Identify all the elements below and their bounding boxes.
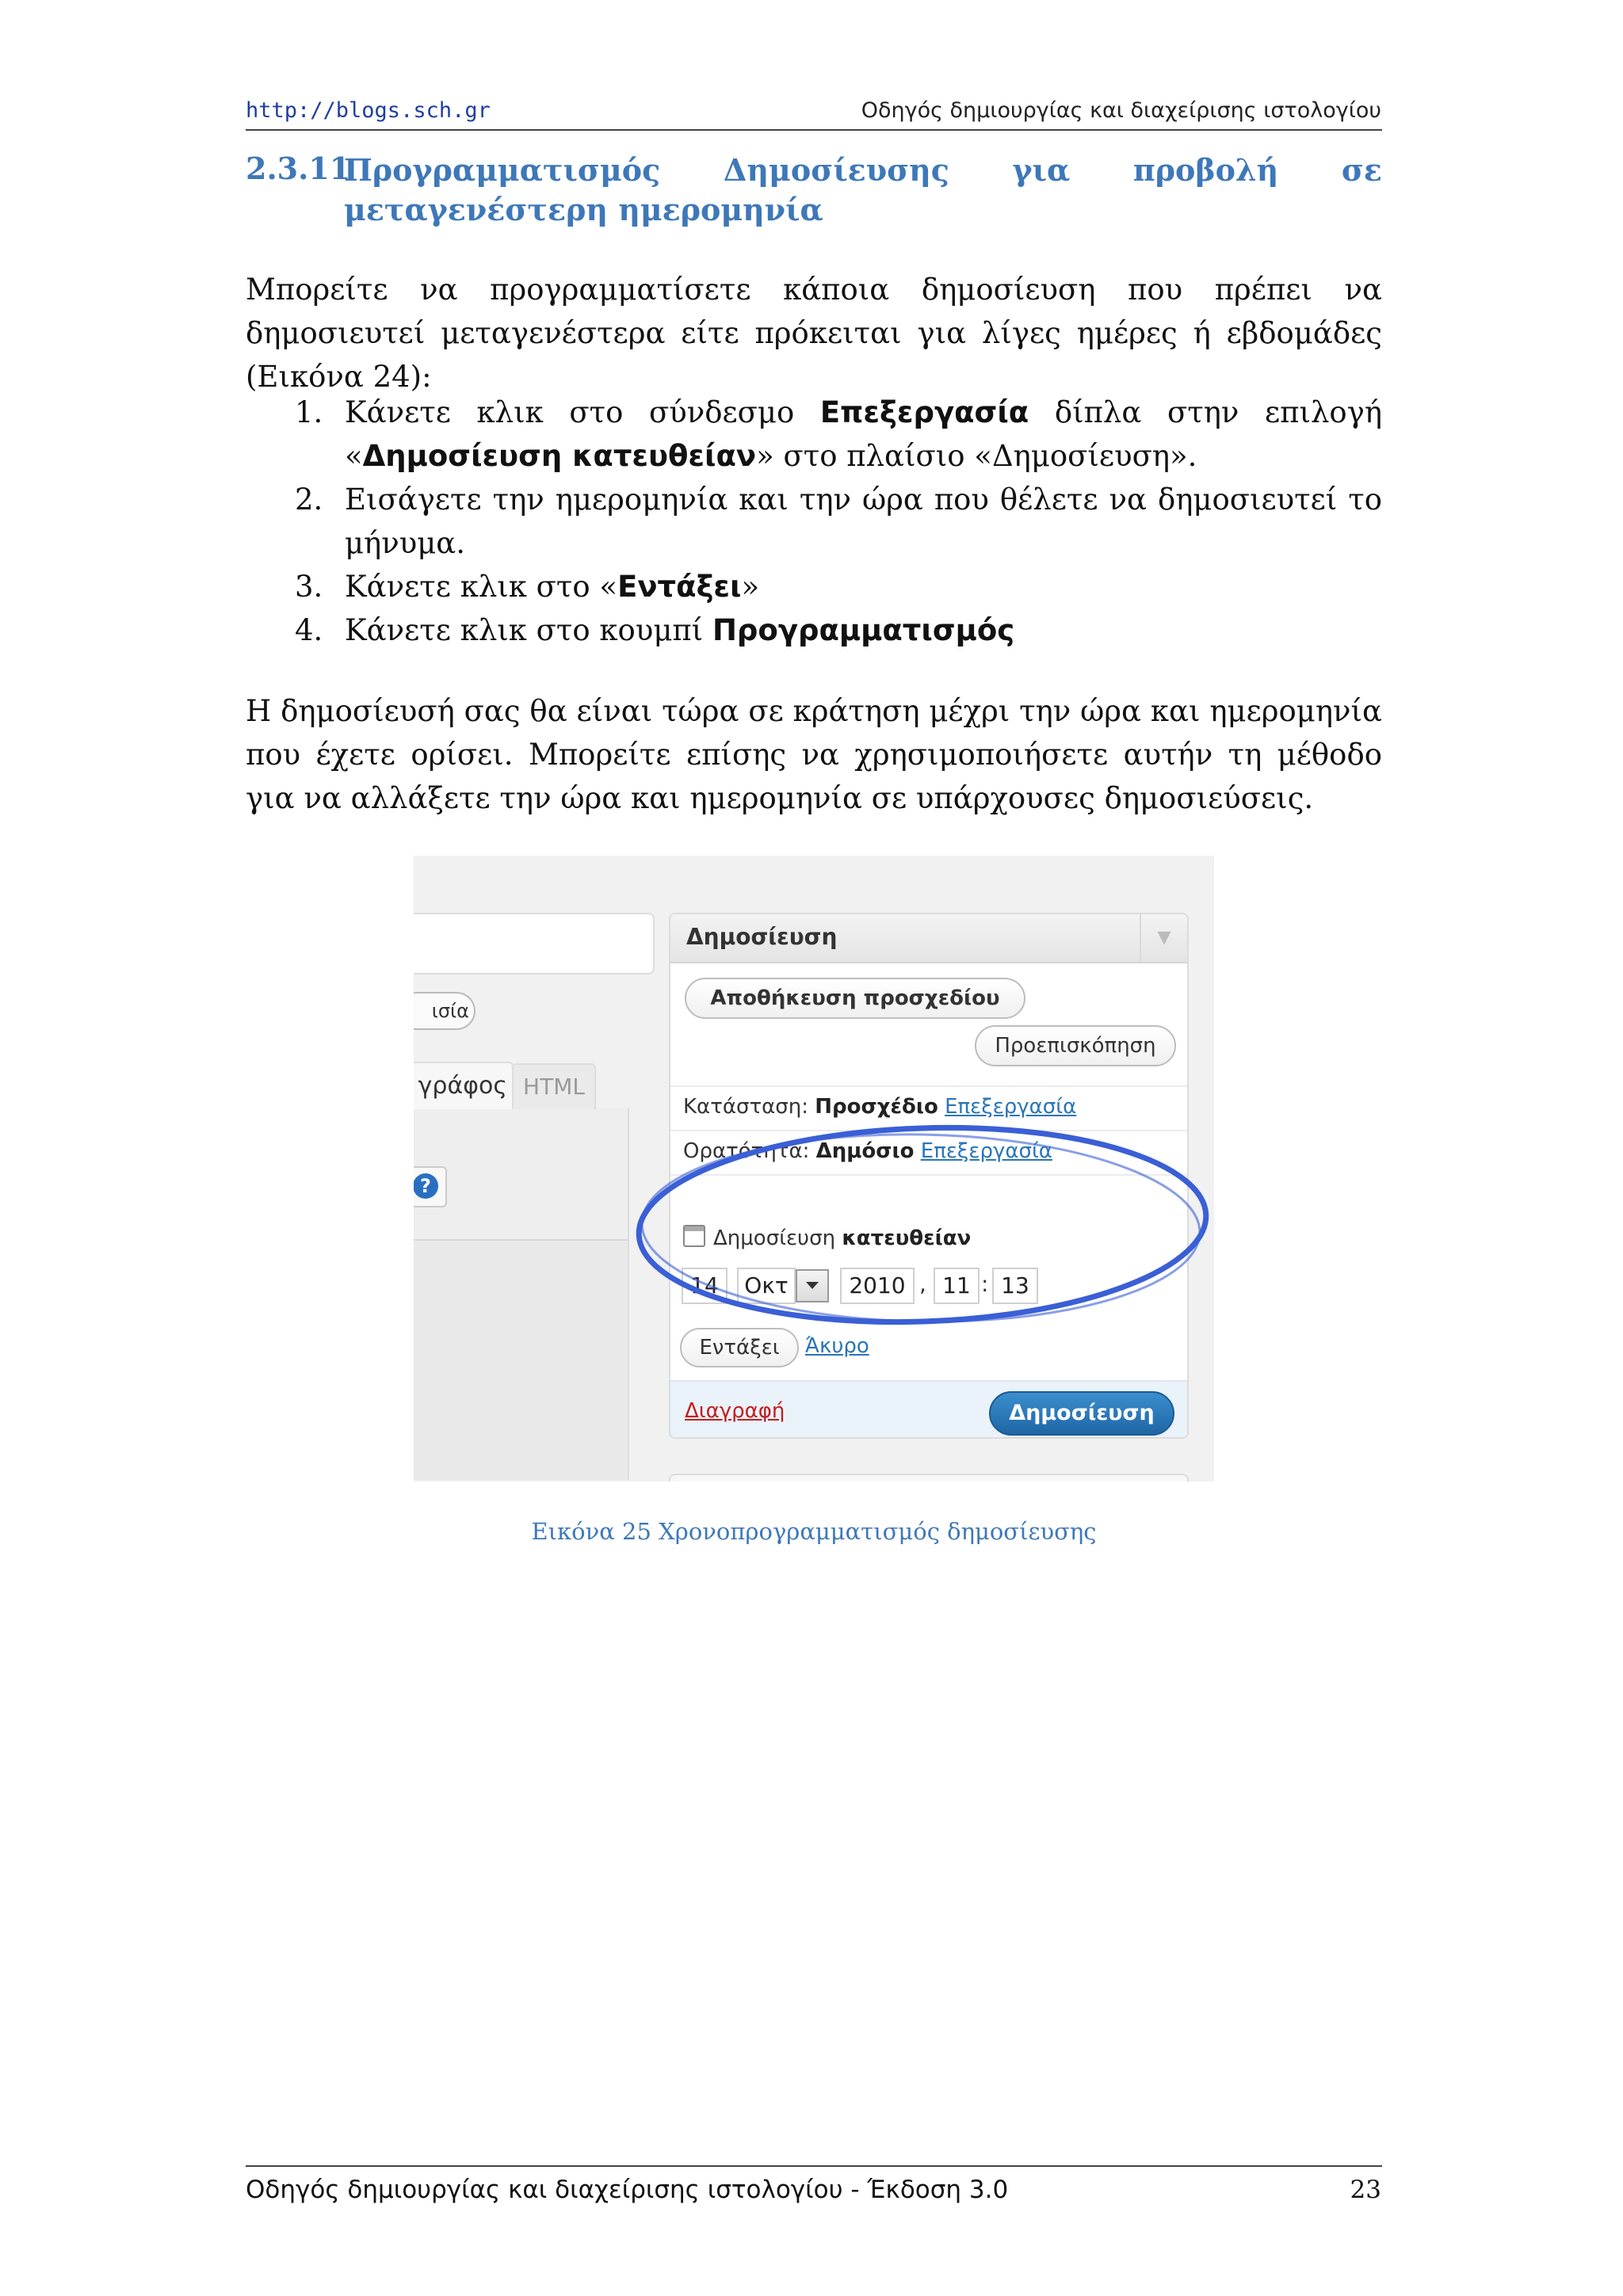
list-number: 2.	[295, 482, 323, 517]
intro-paragraph: Μπορείτε να προγραμματίσετε κάποια δημοσίευση που πρέπει να δημοσιευτεί μεταγενέστερα είτε πρόκειται για λίγες ημέρες ή εβδομάδες (Εικόνα 24):	[246, 273, 1382, 394]
save-draft-button[interactable]: Αποθήκευση προσχεδίου	[685, 978, 1025, 1019]
left-pill-button[interactable]: ισία	[414, 992, 475, 1030]
publish-screenshot	[414, 856, 1214, 1482]
step-bold: Επεξεργασία	[819, 395, 1029, 429]
list-number: 4.	[295, 613, 323, 647]
publish-value: κατευθείαν	[842, 1226, 972, 1250]
steps-list	[246, 391, 1382, 652]
month-select[interactable]: Οκτ	[737, 1268, 796, 1304]
publish-button[interactable]: Δημοσίευση	[989, 1391, 1174, 1436]
minute-input[interactable]: 13	[992, 1268, 1038, 1304]
publish-box	[669, 913, 1189, 1439]
publish-box-title: Δημοσίευση	[686, 924, 838, 950]
chevron-down-icon[interactable]	[796, 1269, 829, 1302]
step-text: Εισάγετε την ημερομηνία και την ώρα που θέλετε να δημοσιευτεί το μήνυμα.	[345, 482, 1382, 560]
collapse-arrow-icon[interactable]: ▼	[1140, 914, 1187, 962]
divider	[670, 1085, 1187, 1087]
ok-button[interactable]: Εντάξει	[680, 1328, 799, 1367]
status-row	[683, 1095, 1076, 1119]
calendar-icon	[683, 1225, 705, 1247]
tab-html[interactable]: HTML	[512, 1063, 596, 1109]
help-button[interactable]	[414, 1166, 447, 1207]
section-title: Προγραμματισμός Δημοσίευσης για προβολή σε μεταγενέστερη ημερομηνία	[344, 152, 1382, 227]
list-item	[246, 608, 1382, 652]
step-text: δίπλα στην επιλογή «	[345, 395, 1382, 473]
step-text: »	[741, 570, 760, 604]
next-box	[669, 1474, 1189, 1482]
hour-input[interactable]: 11	[934, 1268, 980, 1304]
step-text: Κάνετε κλικ στο «	[345, 570, 618, 604]
step-bold: Δημοσίευση κατευθείαν	[362, 439, 757, 473]
divider	[670, 1174, 1187, 1176]
step-text: Κάνετε κλικ στο σύνδεσμο	[345, 395, 820, 429]
header-title: Οδηγός δημιουργίας και διαχείρισης ιστολογίου	[861, 98, 1381, 123]
step-bold: Εντάξει	[617, 570, 742, 604]
delete-link[interactable]: Διαγραφή	[685, 1399, 785, 1423]
header-url[interactable]: http://blogs.sch.gr	[246, 98, 491, 123]
step-bold: Προγραμματισμός	[712, 613, 1015, 647]
year-input[interactable]: 2010	[840, 1268, 915, 1304]
divider	[670, 1130, 1187, 1131]
publish-label: Δημοσίευση	[713, 1226, 842, 1250]
section-number: 2.3.11	[246, 151, 351, 186]
post-title-input[interactable]	[414, 913, 655, 974]
status-label: Κατάσταση:	[683, 1095, 815, 1119]
header-rule	[246, 129, 1382, 131]
footer-rule	[246, 2165, 1382, 2167]
date-time-separator: ,	[919, 1271, 926, 1297]
status-value: Προσχέδιο	[815, 1095, 938, 1119]
publish-box-header	[670, 914, 1187, 963]
visibility-edit-link[interactable]: Επεξεργασία	[920, 1139, 1052, 1163]
step-text: » στο πλαίσιο «Δημοσίευση».	[756, 439, 1197, 473]
footer-title: Οδηγός δημιουργίας και διαχείρισης ιστολογίου - Έκδοση 3.0	[246, 2176, 1009, 2204]
preview-button[interactable]: Προεπισκόπηση	[975, 1025, 1176, 1066]
step-text: Κάνετε κλικ στο κουμπί	[345, 613, 712, 647]
help-icon: ?	[414, 1173, 438, 1199]
tab-visual[interactable]: γράφος	[414, 1062, 514, 1109]
closing-paragraph: Η δημοσίευσή σας θα είναι τώρα σε κράτηση μέχρι την ώρα και ημερομηνία που έχετε ορίσει. Μπορείτε επίσης να χρησιμοποιήσετε αυτήν τη μέθοδο για να αλλάξετε την ώρα και ημερομηνία σε υπάρχουσες δημοσιεύσεις.	[246, 694, 1382, 815]
visibility-row	[683, 1139, 1052, 1163]
status-edit-link[interactable]: Επεξεργασία	[945, 1095, 1077, 1119]
list-number: 1.	[295, 395, 323, 429]
visibility-label: Ορατότητα:	[683, 1139, 816, 1163]
list-number: 3.	[295, 570, 323, 604]
list-item	[246, 391, 1382, 478]
page-number: 23	[1350, 2176, 1381, 2204]
visibility-value: Δημόσιο	[815, 1139, 915, 1163]
publish-box-footer	[670, 1380, 1187, 1439]
list-item	[246, 565, 1382, 608]
time-separator: :	[981, 1271, 989, 1297]
publish-schedule-row	[683, 1225, 971, 1250]
figure-caption: Εικόνα 25 Χρονοπρογραμματισμός δημοσίευσης	[531, 1518, 1097, 1545]
day-input[interactable]: 14	[682, 1268, 727, 1304]
cancel-link[interactable]: Άκυρο	[805, 1334, 869, 1358]
list-item	[246, 478, 1382, 565]
